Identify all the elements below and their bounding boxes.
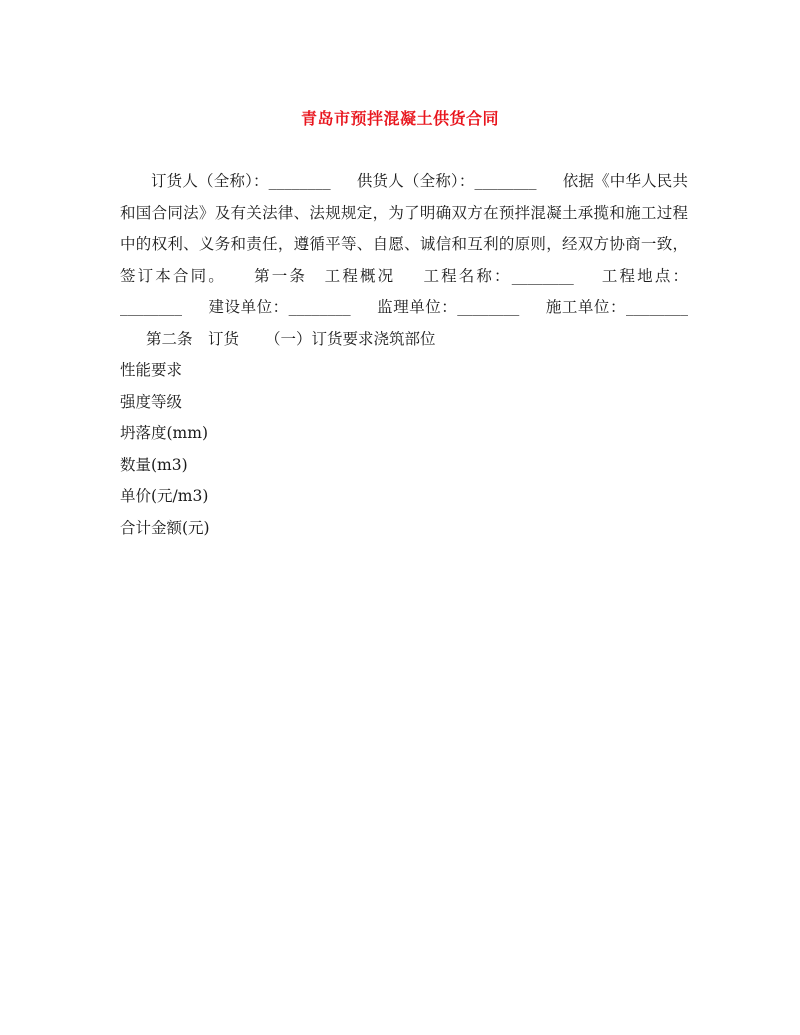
list-item: 合计金额(元) — [120, 518, 210, 537]
article-1-heading: 第一条 工程概况 — [251, 266, 396, 285]
project-location-label: 工程地点：________ — [120, 266, 688, 316]
document-title: 青岛市预拌混凝土供货合同 — [300, 109, 499, 128]
article-2-heading: 第二条 订货 — [146, 329, 240, 348]
supplier-label: 供货人（全称）：________ — [356, 172, 537, 190]
buyer-label: 订货人（全称）：________ — [151, 172, 331, 190]
supervisor-label: 监理单位：________ — [376, 298, 520, 316]
project-name-label: 工程名称：________ — [421, 266, 574, 285]
list-item: 数量(m3) — [120, 455, 188, 474]
contractor-label: 施工单位：________ — [545, 298, 688, 316]
contract-body — [120, 166, 688, 544]
builder-label: 建设单位：________ — [208, 298, 351, 316]
list-item: 单价(元/m3) — [120, 487, 209, 505]
list-item: 坍落度(mm) — [120, 424, 208, 442]
contract-basis-text: 依据《中华人民共和国合同法》及有关法律、法规规定，为了明确双方在预拌混凝土承揽和施工过程中的权利、义务和责任，遵循平等、自愿、诚信和互利的原则，经双方协商一致，签订本合同。 — [120, 172, 688, 285]
section-1-heading: （一）订货要求浇筑部位 — [265, 329, 436, 348]
list-item: 性能要求 — [120, 361, 183, 379]
list-item: 强度等级 — [120, 392, 183, 411]
contract-intro-paragraph — [120, 166, 688, 355]
